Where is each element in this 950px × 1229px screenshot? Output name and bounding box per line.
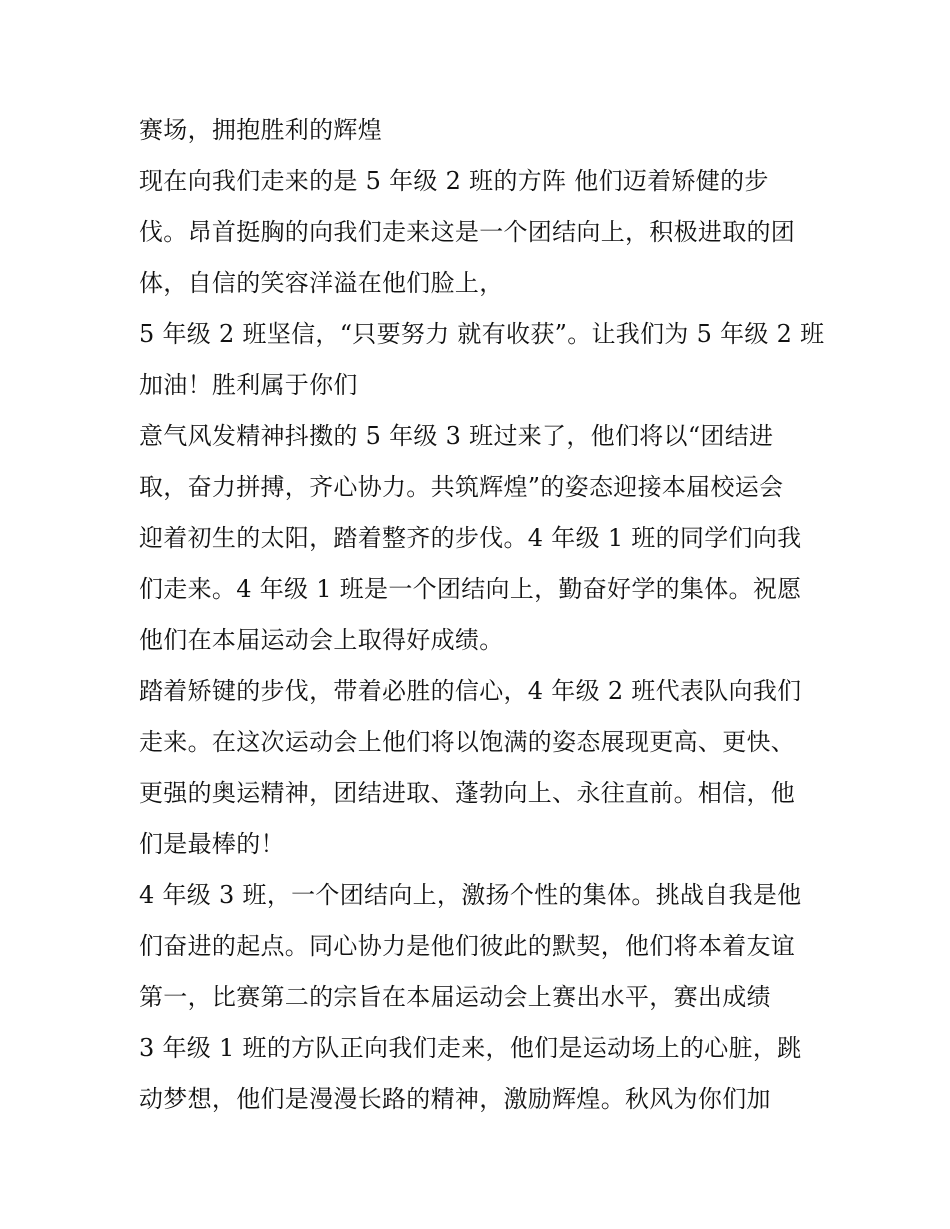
text-line: 动梦想，他们是漫漫长路的精神，激励辉煌。秋风为你们加 (139, 1085, 771, 1113)
text-line: 加油！胜利属于你们 (139, 371, 358, 399)
text-line: 他们在本届运动会上取得好成绩。 (139, 626, 504, 654)
text-line: 踏着矫键的步伐，带着必胜的信心，4 年级 2 班代表队向我们 (139, 677, 802, 705)
text-line: 们奋进的起点。同心协力是他们彼此的默契，他们将本着友谊 (139, 932, 796, 960)
text-line: 第一，比赛第二的宗旨在本届运动会上赛出水平，赛出成绩 (139, 983, 771, 1011)
text-line: 伐。昂首挺胸的向我们走来这是一个团结向上，积极进取的团 (139, 218, 796, 246)
text-line: 体，自信的笑容洋溢在他们脸上， (139, 269, 504, 297)
text-line: 迎着初生的太阳，踏着整齐的步伐。4 年级 1 班的同学们向我 (139, 524, 802, 552)
text-line: 5 年级 2 班坚信，“只要努力 就有收获”。让我们为 5 年级 2 班 (139, 320, 825, 348)
text-line: 3 年级 1 班的方队正向我们走来，他们是运动场上的心脏，跳 (139, 1034, 802, 1062)
text-line: 现在向我们走来的是 5 年级 2 班的方阵 他们迈着矫健的步 (139, 167, 769, 195)
text-line: 取，奋力拼搏，齐心协力。共筑辉煌”的姿态迎接本届校运会 (139, 473, 784, 501)
text-line: 们走来。4 年级 1 班是一个团结向上，勤奋好学的集体。祝愿 (139, 575, 802, 603)
text-line: 4 年级 3 班，一个团结向上，激扬个性的集体。挑战自我是他 (139, 881, 802, 909)
text-line: 们是最棒的！ (139, 830, 285, 858)
text-line: 意气风发精神抖擞的 5 年级 3 班过来了，他们将以“团结进 (139, 422, 774, 450)
text-line: 更强的奥运精神，团结进取、蓬勃向上、永往直前。相信，他 (139, 779, 796, 807)
text-line: 赛场，拥抱胜利的辉煌 (139, 116, 382, 144)
text-line: 走来。在这次运动会上他们将以饱满的姿态展现更高、更快、 (139, 728, 796, 756)
document-body (139, 105, 825, 1125)
